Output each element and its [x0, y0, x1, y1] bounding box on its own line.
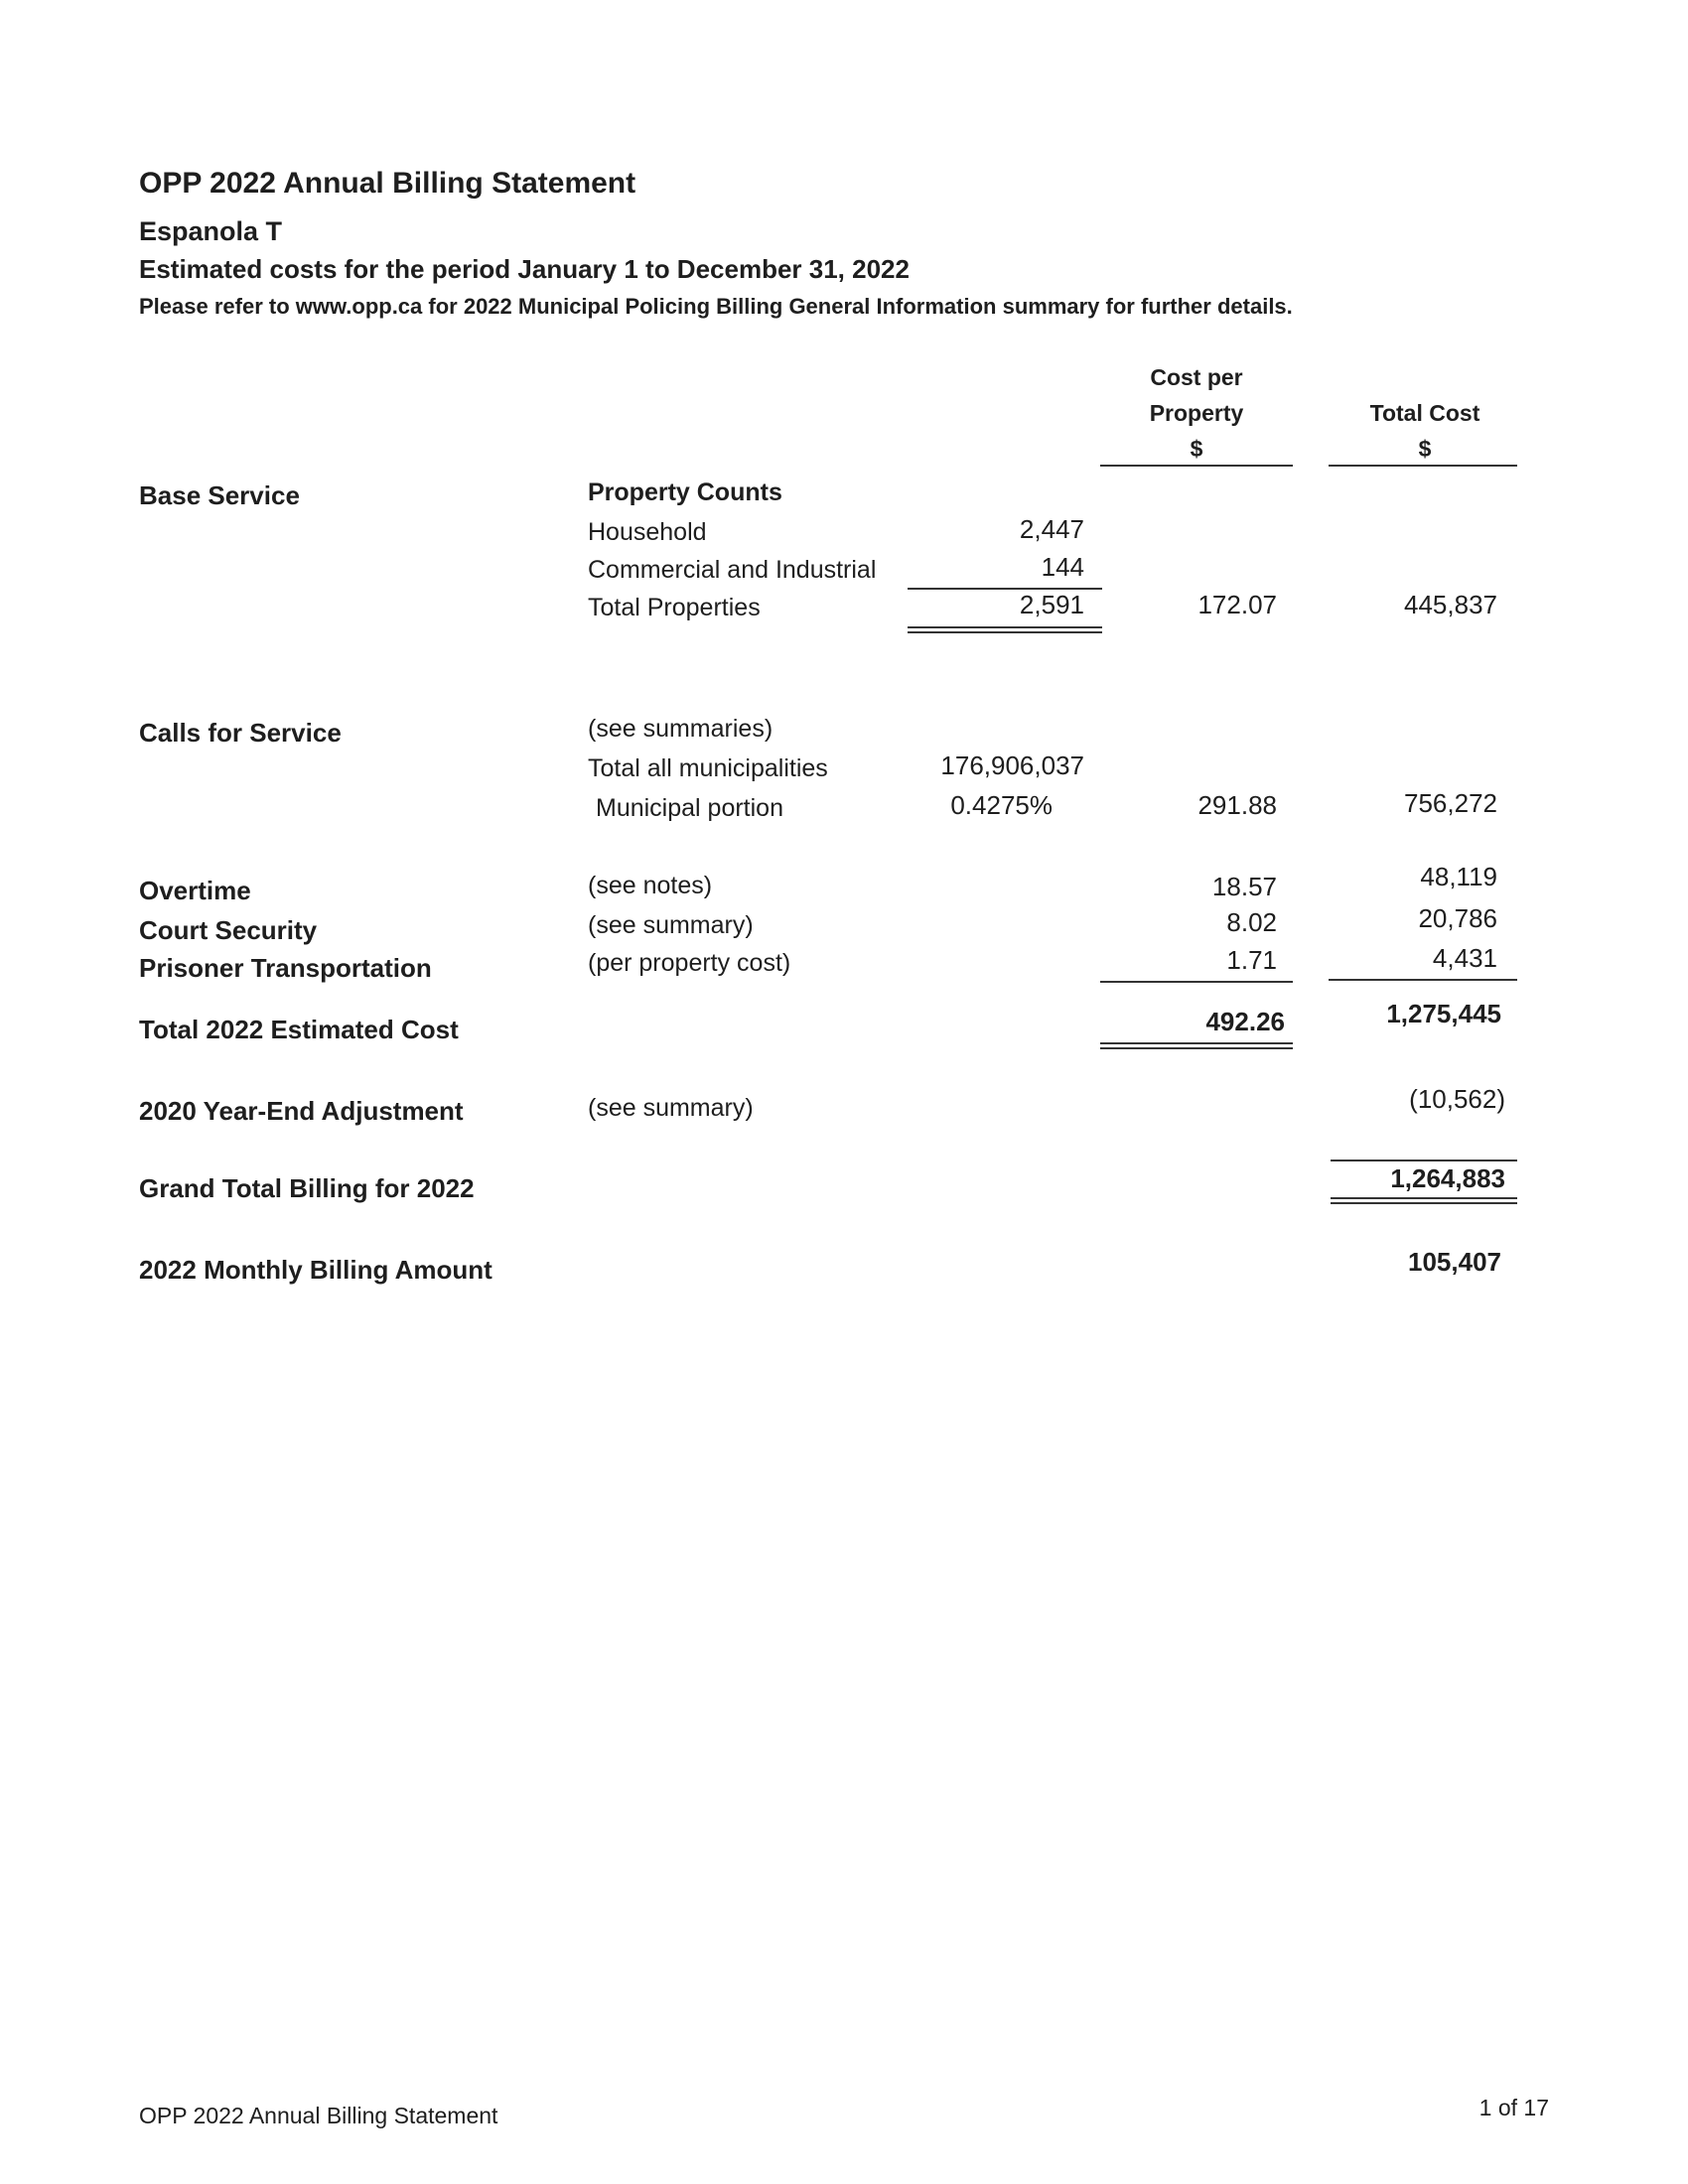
calls-for-service-note: (see summaries)	[588, 715, 774, 743]
household-label: Household	[588, 518, 707, 546]
cost-per-property-subtotal-rule	[1100, 981, 1293, 983]
total-all-municipalities-label: Total all municipalities	[588, 754, 828, 782]
court-security-cost-per-property: 8.02	[1226, 907, 1277, 937]
court-security-total-cost: 20,786	[1418, 903, 1497, 933]
total-cost-header-rule	[1329, 465, 1517, 467]
overtime-total-cost: 48,119	[1420, 862, 1497, 891]
prisoner-transportation-label: Prisoner Transportation	[139, 953, 432, 983]
cost-per-property-header-currency: $	[1190, 436, 1203, 462]
total-estimated-cost-label: Total 2022 Estimated Cost	[139, 1015, 459, 1044]
total-properties-label: Total Properties	[588, 594, 761, 621]
grand-total-label: Grand Total Billing for 2022	[139, 1173, 475, 1203]
municipal-portion-label: Municipal portion	[596, 794, 783, 822]
calls-for-service-total-cost: 756,272	[1404, 788, 1497, 818]
grand-total-amount: 1,264,883	[1390, 1163, 1505, 1193]
footer-title: OPP 2022 Annual Billing Statement	[139, 2103, 498, 2128]
prisoner-transportation-total-cost: 4,431	[1432, 943, 1497, 973]
overtime-label: Overtime	[139, 876, 251, 905]
total-cost-header-line1: Total Cost	[1369, 400, 1480, 426]
monthly-billing-label: 2022 Monthly Billing Amount	[139, 1255, 492, 1285]
commercial-industrial-count: 144	[1041, 552, 1084, 582]
year-end-adjustment-note: (see summary)	[588, 1094, 754, 1122]
municipal-portion-value: 0.4275%	[950, 790, 1053, 820]
total-estimated-total-cost: 1,275,445	[1386, 999, 1501, 1028]
cost-per-property-header-line1: Cost per	[1150, 364, 1243, 390]
prisoner-transportation-cost-per-property: 1.71	[1226, 945, 1277, 975]
municipality-name: Espanola T	[139, 216, 283, 246]
grand-total-double-rule	[1331, 1197, 1517, 1204]
total-cost-header-currency: $	[1418, 436, 1432, 462]
overtime-note: (see notes)	[588, 872, 713, 899]
total-estimated-double-rule	[1100, 1042, 1293, 1049]
cost-per-property-header-rule	[1100, 465, 1293, 467]
household-count: 2,447	[1019, 514, 1084, 544]
total-estimated-cost-per-property: 492.26	[1205, 1007, 1285, 1036]
commercial-industrial-label: Commercial and Industrial	[588, 556, 877, 584]
total-cost-subtotal-rule	[1329, 979, 1517, 981]
year-end-adjustment-label: 2020 Year-End Adjustment	[139, 1096, 464, 1126]
calls-for-service-label: Calls for Service	[139, 718, 342, 748]
base-service-cost-per-property: 172.07	[1197, 590, 1277, 619]
grand-total-top-rule	[1331, 1160, 1517, 1161]
court-security-label: Court Security	[139, 915, 318, 945]
property-counts-label: Property Counts	[588, 478, 782, 506]
prisoner-transportation-note: (per property cost)	[588, 949, 791, 977]
total-properties-double-rule	[908, 626, 1102, 633]
document-title: OPP 2022 Annual Billing Statement	[139, 167, 636, 200]
year-end-adjustment-total-cost: (10,562)	[1409, 1084, 1505, 1114]
total-all-municipalities-value: 176,906,037	[940, 751, 1084, 780]
billing-period: Estimated costs for the period January 1 to December 31, 2022	[139, 254, 910, 284]
court-security-note: (see summary)	[588, 911, 754, 939]
cost-per-property-header	[1102, 359, 1291, 467]
base-service-label: Base Service	[139, 480, 300, 510]
total-properties-count: 2,591	[1019, 590, 1084, 619]
total-cost-header	[1331, 395, 1519, 467]
reference-note: Please refer to www.opp.ca for 2022 Municipal Policing Billing General Information summary for further details.	[139, 294, 1293, 319]
cost-per-property-header-line2: Property	[1149, 400, 1244, 426]
base-service-total-cost: 445,837	[1404, 590, 1497, 619]
monthly-billing-amount: 105,407	[1408, 1247, 1501, 1277]
page-number: 1 of 17	[1478, 2095, 1549, 2120]
calls-for-service-cost-per-property: 291.88	[1197, 790, 1277, 820]
overtime-cost-per-property: 18.57	[1211, 872, 1277, 901]
